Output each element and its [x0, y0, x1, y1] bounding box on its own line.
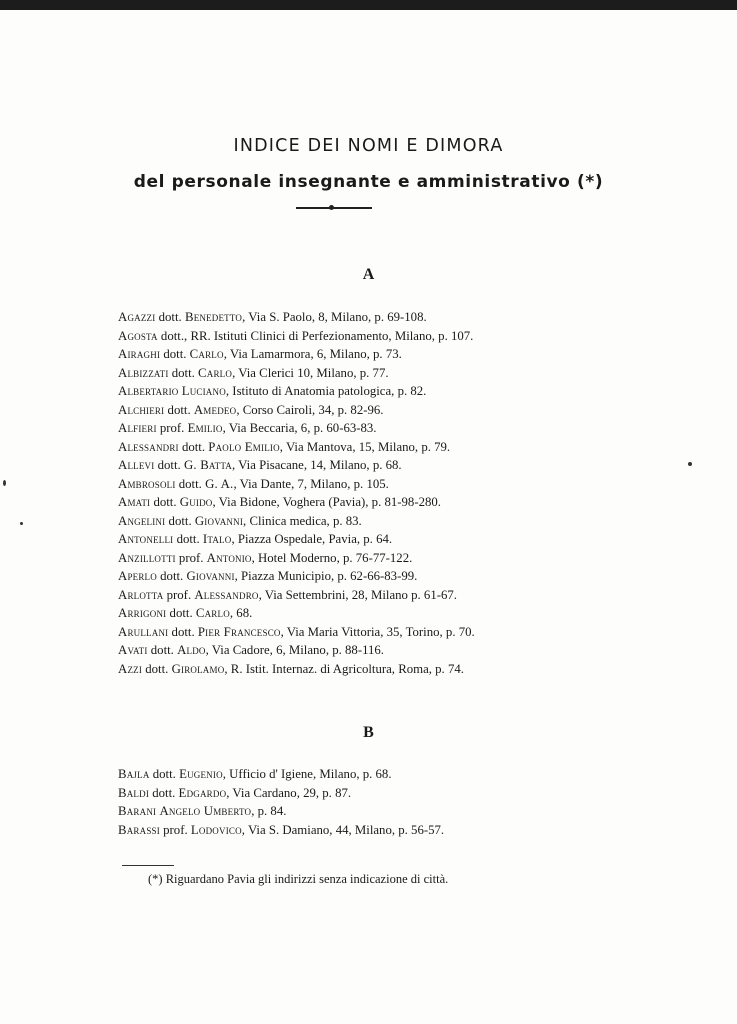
index-entry — [118, 308, 558, 327]
entry-given-name: Antonio — [206, 550, 252, 565]
entry-surname: Alchieri — [118, 402, 165, 417]
entry-address: , 68. — [229, 606, 253, 620]
index-entry — [118, 475, 558, 494]
entry-surname: Arrigoni — [118, 606, 167, 620]
entry-surname: Arlotta — [118, 587, 164, 602]
index-entry — [118, 549, 558, 568]
entry-surname: Barani — [118, 804, 157, 818]
entry-given-name: Carlo — [189, 347, 224, 361]
entry-surname: Ambrosoli — [118, 476, 176, 491]
entry-given-name: Benedetto — [184, 310, 243, 324]
entry-address: , Via Cardano, 29, p. 87. — [226, 785, 352, 800]
entry-surname: Alessandri — [118, 439, 179, 454]
entry-address: , Via S. Damiano, 44, Milano, p. 56-57. — [241, 822, 445, 837]
entry-title: dott. — [154, 458, 184, 472]
entry-given-name: G. A. — [205, 476, 234, 491]
index-entry — [118, 586, 558, 605]
entry-surname: Baldi — [118, 785, 150, 800]
index-subtitle: del personale insegnante e amministrativo (*) — [133, 172, 604, 192]
entry-surname: Angelini — [118, 513, 166, 528]
entry-surname: Aperlo — [118, 569, 157, 583]
entry-title: dott. — [147, 643, 178, 657]
footnote: (*) Riguardano Pavia gli indirizzi senza indicazione di città. — [148, 872, 449, 886]
entry-title: dott. — [149, 767, 180, 781]
title-divider-ornament — [329, 205, 334, 210]
entry-address: RR. Istituti Clinici di Perfezionamento, Milano, p. 107. — [190, 328, 474, 343]
entry-given-name: Giovanni — [186, 569, 235, 583]
index-entry — [118, 438, 558, 457]
index-entry — [118, 604, 558, 623]
entry-address: , Istituto di Anatomia patologica, p. 82. — [225, 384, 427, 398]
title-divider — [296, 207, 372, 209]
entry-address: , Via Dante, 7, Milano, p. 105. — [233, 476, 389, 491]
entry-given-name: Carlo — [195, 606, 230, 620]
entry-address: , Piazza Municipio, p. 62-66-83-99. — [234, 569, 418, 583]
entry-surname: Azzi — [118, 661, 143, 676]
index-entry — [118, 401, 558, 420]
index-entry — [118, 784, 558, 803]
index-entry — [118, 345, 558, 364]
entry-address: , Piazza Ospedale, Pavia, p. 64. — [231, 532, 393, 546]
entry-surname: Albertario — [118, 384, 179, 398]
entry-title: prof. — [156, 421, 188, 435]
entry-surname: Airaghi — [118, 347, 161, 361]
index-entry — [118, 327, 558, 346]
index-entry — [118, 641, 558, 660]
entry-surname: Agosta — [118, 328, 158, 343]
entry-given-name: Carlo — [198, 365, 233, 380]
index-entry — [118, 419, 558, 438]
index-entry — [118, 456, 558, 475]
index-entry — [118, 530, 558, 549]
entry-surname: Arullani — [118, 624, 169, 639]
entry-given-name: Guido — [179, 495, 213, 509]
index-entry — [118, 567, 558, 586]
entry-given-name: Aldo — [177, 643, 206, 657]
entry-given-name: Girolamo — [171, 661, 225, 676]
entry-title: dott. — [166, 606, 196, 620]
entry-title: prof. — [163, 587, 195, 602]
entry-address: , Via Beccaria, 6, p. 60-63-83. — [222, 421, 377, 435]
entry-given-name: Giovanni — [194, 513, 244, 528]
index-entry — [118, 802, 558, 821]
entry-given-name: Pier Francesco — [197, 624, 281, 639]
entry-title: dott. — [165, 513, 195, 528]
entries-list-b — [118, 765, 558, 839]
index-entry — [118, 660, 558, 679]
entry-title: dott. — [150, 495, 180, 509]
entry-address: , Via Mantova, 15, Milano, p. 79. — [279, 439, 451, 454]
entry-title: prof. — [159, 822, 191, 837]
entry-surname: Allevi — [118, 458, 155, 472]
entry-given-name: Edgardo — [178, 785, 227, 800]
entry-title: dott. — [149, 785, 179, 800]
entry-address: , Corso Cairoli, 34, p. 82-96. — [236, 402, 384, 417]
entry-given-name: Luciano — [181, 384, 226, 398]
entry-address: , Ufficio d' Igiene, Milano, p. 68. — [222, 767, 392, 781]
entry-given-name: Amedeo — [193, 402, 237, 417]
section-letter-a: A — [362, 266, 375, 283]
entry-title: dott. — [178, 439, 209, 454]
entry-address: , Via Pisacane, 14, Milano, p. 68. — [232, 458, 402, 472]
entry-surname: Alfieri — [118, 421, 157, 435]
entry-title: dott. — [173, 532, 203, 546]
entry-address: , Via Bidone, Voghera (Pavia), p. 81-98-280. — [212, 495, 441, 509]
entry-surname: Barassi — [118, 822, 160, 837]
scan-speck — [688, 462, 692, 466]
entry-title: dott. — [168, 365, 199, 380]
entry-surname: Albizzati — [118, 365, 169, 380]
index-entry — [118, 512, 558, 531]
entry-address: , Via Maria Vittoria, 35, Torino, p. 70. — [280, 624, 475, 639]
scan-speck — [20, 522, 23, 525]
entry-address: , Via Settembrini, 28, Milano p. 61-67. — [258, 587, 457, 602]
entry-title: dott. — [142, 661, 172, 676]
entry-surname: Amati — [118, 495, 151, 509]
entry-given-name: Emilio — [187, 421, 223, 435]
entry-address: , Hotel Moderno, p. 76-77-122. — [251, 550, 413, 565]
scan-speck — [3, 480, 6, 486]
entry-given-name: Angelo Umberto — [159, 804, 252, 818]
entry-given-name: Alessandro — [194, 587, 259, 602]
entry-given-name: Lodovico — [190, 822, 242, 837]
entry-title: dott. — [164, 402, 194, 417]
index-entry — [118, 364, 558, 383]
entries-list-a — [118, 308, 558, 678]
entry-address: , p. 84. — [251, 804, 287, 818]
scan-edge — [0, 0, 737, 10]
entry-given-name: G. Batta — [183, 458, 233, 472]
entry-address: , Via S. Paolo, 8, Milano, p. 69-108. — [242, 310, 427, 324]
index-entry — [118, 382, 558, 401]
index-entry — [118, 821, 558, 840]
entry-surname: Bajla — [118, 767, 150, 781]
entry-address: , R. Istit. Internaz. di Agricoltura, Roma, p. 74. — [224, 661, 464, 676]
entry-address: , Via Clerici 10, Milano, p. 77. — [232, 365, 389, 380]
index-entry — [118, 493, 558, 512]
entry-given-name: Italo — [202, 532, 232, 546]
entry-address: , Via Cadore, 6, Milano, p. 88-116. — [205, 643, 385, 657]
entry-title: dott. — [168, 624, 198, 639]
index-entry — [118, 765, 558, 784]
entry-title: dott., — [157, 328, 191, 343]
entry-surname: Anzillotti — [118, 550, 176, 565]
entry-given-name: Paolo Emilio — [208, 439, 280, 454]
entry-given-name: Eugenio — [179, 767, 223, 781]
entry-surname: Agazzi — [118, 310, 156, 324]
index-title: INDICE DEI NOMI E DIMORA — [233, 136, 504, 156]
footnote-rule — [122, 865, 174, 866]
entry-address: , Clinica medica, p. 83. — [243, 513, 362, 528]
entry-title: dott. — [155, 310, 185, 324]
index-entry — [118, 623, 558, 642]
entry-address: , Via Lamarmora, 6, Milano, p. 73. — [223, 347, 402, 361]
entry-title: dott. — [175, 476, 206, 491]
section-letter-b: B — [363, 724, 374, 741]
entry-title: dott. — [156, 569, 187, 583]
entry-surname: Avati — [118, 643, 148, 657]
entry-title: prof. — [175, 550, 207, 565]
entry-surname: Antonelli — [118, 532, 174, 546]
entry-title: dott. — [160, 347, 190, 361]
